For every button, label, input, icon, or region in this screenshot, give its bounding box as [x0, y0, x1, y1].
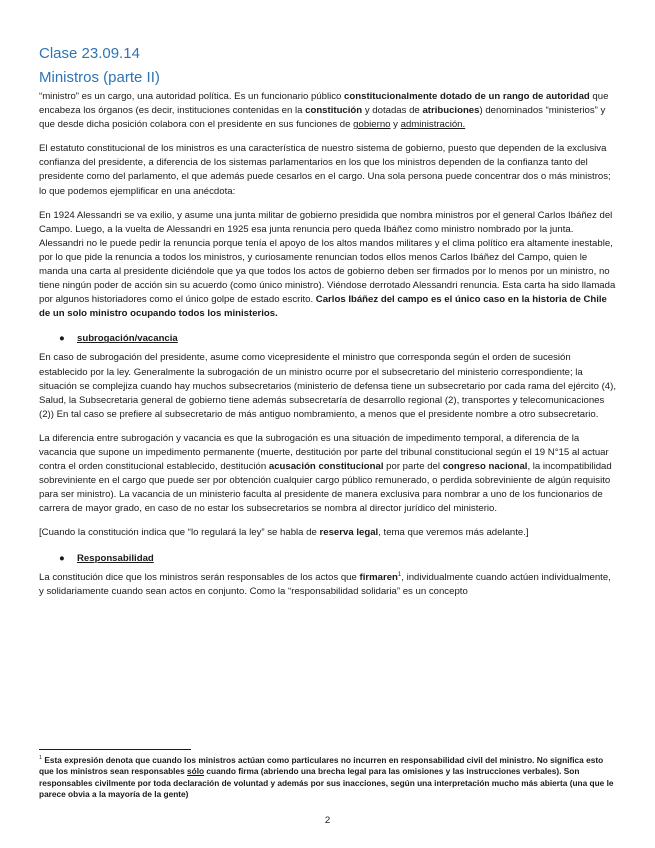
intro-text-3: y dotadas de [362, 105, 423, 117]
responsabilidad-bold: firmaren [359, 571, 398, 583]
intro-bold-3: atribuciones [422, 105, 480, 117]
footnote [39, 755, 617, 800]
paragraph-vacancia [39, 432, 617, 517]
footnote-text-2: cuando firma (abriendo una brecha legal para las omisiones y las instrucciones verbales). Son responsables civilmente por toda declaración de voluntad y además por sus inacciones, según una interpretación mucho más abierta (una que le parece obvia a la mayoría de la gente) [39, 766, 614, 799]
footnote-underline: sólo [187, 766, 205, 777]
paragraph-reserva-legal [39, 526, 617, 540]
footnote-reference[interactable]: 1 [397, 571, 402, 578]
paragraph-responsabilidad [39, 571, 617, 599]
responsabilidad-text-1: La constitución dice que los ministros serán responsables de los actos que [39, 571, 360, 583]
vacancia-text-2: por parte del [383, 461, 443, 473]
paragraph-anecdota [39, 209, 617, 322]
vacancia-bold-1: acusación constitucional [268, 461, 384, 473]
intro-text-4: ) denominados “ministerios” y que desde dicha posición colabora con el presidente en sus funciones de [39, 105, 606, 131]
section-bullet-responsabilidad [59, 552, 617, 565]
section-bullet-subrogacion [59, 332, 617, 345]
anecdota-bold: Carlos Ibáñez del campo es el único caso en la historia de Chile de un solo ministro ocupando todos los ministerios. [39, 294, 607, 320]
intro-bold-2: constitución [305, 105, 363, 117]
section-heading-responsabilidad: Responsabilidad [77, 552, 154, 564]
bullet-icon: ● [59, 552, 65, 564]
intro-paragraph [39, 90, 617, 132]
footnote-separator [39, 749, 191, 750]
page-title: Clase 23.09.14 [39, 45, 140, 62]
responsabilidad-text-2: , individualmente cuando actúen individualmente, y solidariamente cuando sean actos en conjunto. Como la “responsabilidad solidaria” es un concepto [39, 571, 611, 597]
anecdota-text: En 1924 Alessandri se va exilio, y asume una junta militar de gobierno presidida que nombra ministros por el general Carlos Ibáñez del Campo. Luego, a la vuelta de Alessandri en 1925 esa junta renuncia pero queda Ibáñez como ministro nombrado por la junta. Alessandri no le puede pedir la renuncia porque tenía el apoyo de los altos mandos militares y el clima político era altamente inestable, por lo que pide la renuncia a todos los ministros, y curiosamente renuncian todos ellos menos Carlos Ibáñez del Campo, quien le manda una carta al presidente diciéndole que ya que todos los actos de gobierno deben ser firmados por lo menos por un ministro, no tiene ningún poder de acción sin su acuerdo (como único ministro). Viéndose derrotado Alessandri renuncia. Esta carta ha sido llamada por algunos historiadores como el único golpe de estado escrito. [39, 209, 616, 306]
vacancia-text-1: La diferencia entre subrogación y vacancia es que la subrogación es una situación de impedimento temporal, a diferencia de la vacancia que supone un impedimento permanente (muerte, destitución por parte del tribunal constitucional según el 19 N°15 al actuar contra el orden constitucional establecido, destitución [39, 432, 609, 473]
vacancia-bold-2: congreso nacional [442, 461, 528, 473]
document-page [39, 44, 617, 599]
reserva-bold: reserva legal [319, 527, 379, 539]
intro-bold-1: constitucionalmente dotado de un rango de autoridad [344, 91, 590, 102]
intro-underline-2: administración. [400, 119, 466, 131]
page-number: 2 [324, 815, 331, 826]
reserva-text-1: [Cuando la constitución indica que “lo regulará la ley” se habla de [39, 527, 320, 539]
footnote-number: 1 [39, 755, 43, 762]
bullet-icon: ● [59, 333, 65, 345]
page-subtitle: Ministros (parte II) [39, 69, 160, 86]
paragraph-estatuto: El estatuto constitucional de los ministros es una característica de nuestro sistema de gobierno, puesto que dependen de la exclusiva confianza del presidente, a diferencia de los sistemas parlamentarios en los que los ministros dependen de la confianza tanto del presidente como del parlamento, el que además puede cesarlos en el cargo. Una sola persona puede concentrar dos o más ministros; lo que podemos ejemplificar en una anécdota: [39, 143, 611, 197]
intro-text-2: que encabeza los órganos (es decir, instituciones contenidas en la [39, 91, 609, 117]
intro-text-5: y [390, 119, 401, 131]
paragraph-subrogacion: En caso de subrogación del presidente, asume como vicepresidente el ministro que corresponda según el orden de sucesión establecido por la ley. Generalmente la subrogación de un ministro ocurre por el subsecretario del ministerio correspondiente; la situación se complejiza cuando hay muchos subsecretarios (ministerio de defensa tiene un subsecretario por cada rama del ejército (4), Salud, la Subsecretaria general de gobierno tiene además subsecretaría de desarrollo regional (2), transportes y telecomunicaciones (2)) En tal caso se prefiere al subsecretario de más antiguo nombramiento, a menos que el presidente nombre a otro subsecretario. [39, 352, 616, 420]
vacancia-text-3: , la incompatibilidad sobreviniente en el cargo que puede ser por obtención cualquier cargo público remunerado, o perdida sobreviniente de algún requisito para ser ministro). La vacancia de un ministerio faculta al presidente de manera exclusiva para nombrar a uno de los funcionarios de carrera de mayor grado, en caso de no estar los subsecretarios se nombra al director jurídico del ministerio. [39, 461, 612, 515]
intro-text-1: “ministro” es un cargo, una autoridad política. Es un funcionario público [39, 91, 345, 102]
section-heading-subrogacion: subrogación/vacancia [77, 333, 178, 345]
reserva-text-2: , tema que veremos más adelante.] [378, 527, 529, 539]
intro-underline-1: gobierno [353, 119, 391, 131]
footnote-text-1: Esta expresión denota que cuando los ministros actúan como particulares no incurren en responsabilidad civil del ministro. No significa esto que los ministros sean responsables [39, 755, 604, 777]
